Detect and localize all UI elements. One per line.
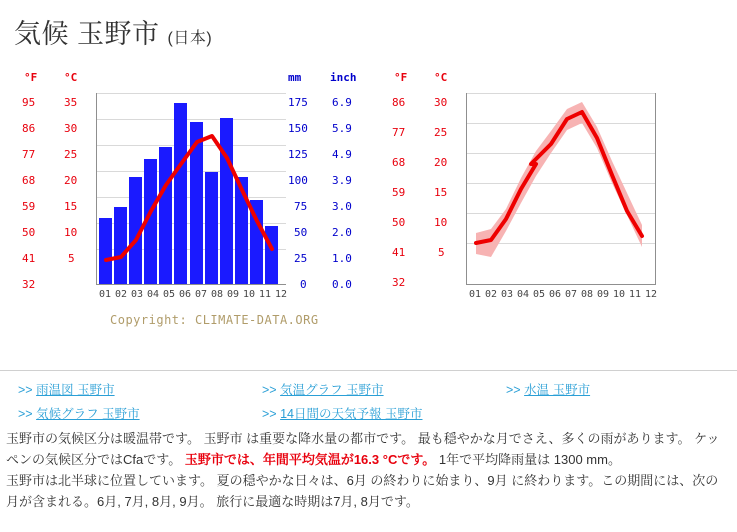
- tick-inch-20: 2.0: [332, 226, 352, 239]
- rtick-c-10: 10: [434, 216, 448, 229]
- axis-head-celsius-left: °C: [64, 71, 78, 84]
- tick-f-86: 86: [22, 122, 36, 135]
- page-title-text: 気候 玉野市: [14, 19, 160, 49]
- axis-head-fahrenheit-left: °F: [24, 71, 38, 84]
- rxtick-03: 03: [500, 289, 514, 300]
- rtick-f-41: 41: [392, 246, 406, 259]
- tick-f-77: 77: [22, 148, 36, 161]
- rtick-f-59: 59: [392, 186, 406, 199]
- rtick-f-32: 32: [392, 276, 406, 289]
- links-row-1: [0, 380, 737, 398]
- xtick-05: 05: [162, 289, 176, 300]
- temperature-range-band: [467, 93, 657, 285]
- temperature-plot-area: [466, 93, 656, 285]
- xtick-10: 10: [242, 289, 256, 300]
- tick-inch-59: 5.9: [332, 122, 352, 135]
- rxtick-12: 12: [644, 289, 658, 300]
- rtick-f-86: 86: [392, 96, 406, 109]
- climate-description: [0, 428, 737, 512]
- description-text-b: 1年で平均降雨量は 1300 mm。: [435, 452, 621, 468]
- related-links: [0, 370, 737, 428]
- rtick-c-15: 15: [434, 186, 448, 199]
- rxtick-06: 06: [548, 289, 562, 300]
- link-climate-graph[interactable]: 気候グラフ 玉野市: [36, 407, 140, 421]
- page-title-country: (日本): [167, 30, 213, 47]
- description-paragraph-2: 玉野市は北半球に位置しています。 夏の穏やかな日々は、6月 の終わりに始まり、9月 に終わります。この期間には、次の月が含まれる。6月, 7月, 8月, 9月。 旅行に最適な時期は7月, 8月です。: [6, 473, 719, 510]
- xtick-08: 08: [210, 289, 224, 300]
- axis-head-fahrenheit-right: °F: [394, 71, 408, 84]
- rxtick-05: 05: [532, 289, 546, 300]
- link-cell-forecast[interactable]: [244, 404, 488, 422]
- climograph-plot-area: [96, 93, 286, 285]
- link-rainfall-temp-diagram[interactable]: 雨温図 玉野市: [36, 383, 115, 397]
- rtick-f-77: 77: [392, 126, 406, 139]
- climograph-chart: [0, 63, 380, 327]
- link-cell-climate-graph[interactable]: [0, 404, 244, 422]
- rxtick-10: 10: [612, 289, 626, 300]
- description-text-a: 玉野市の気候区分は暖温帯です。 玉野市 は重要な降水量の都市です。 最も穏やかな月でさえ、多くの雨があります。 ケッペンの気候区分ではCfaです。: [6, 431, 720, 468]
- rtick-c-5: 5: [438, 246, 445, 259]
- rtick-f-68: 68: [392, 156, 406, 169]
- xtick-02: 02: [114, 289, 128, 300]
- axis-head-inches: inch: [330, 71, 357, 84]
- tick-inch-30: 3.0: [332, 200, 352, 213]
- tick-c-15: 15: [64, 200, 78, 213]
- link-cell-water-temperature[interactable]: [488, 380, 732, 398]
- tick-f-50: 50: [22, 226, 36, 239]
- tick-f-95: 95: [22, 96, 36, 109]
- tick-f-41: 41: [22, 252, 36, 265]
- link-cell-rainfall-temp-diagram[interactable]: [0, 380, 244, 398]
- tick-f-68: 68: [22, 174, 36, 187]
- link-prefix: >>: [18, 407, 33, 421]
- tick-inch-49: 4.9: [332, 148, 352, 161]
- rtick-c-20: 20: [434, 156, 448, 169]
- xtick-11: 11: [258, 289, 272, 300]
- xtick-01: 01: [98, 289, 112, 300]
- rxtick-01: 01: [468, 289, 482, 300]
- axis-head-celsius-right: °C: [434, 71, 448, 84]
- link-prefix: >>: [506, 383, 521, 397]
- tick-mm-175: 175: [288, 96, 308, 109]
- rxtick-09: 09: [596, 289, 610, 300]
- link-prefix: >>: [18, 383, 33, 397]
- copyright-notice: Copyright: CLIMATE-DATA.ORG: [110, 313, 319, 327]
- rxtick-02: 02: [484, 289, 498, 300]
- charts-container: [0, 63, 737, 328]
- link-water-temperature[interactable]: 水温 玉野市: [524, 383, 591, 397]
- links-row-2: [0, 404, 737, 422]
- rxtick-04: 04: [516, 289, 530, 300]
- temperature-chart: [380, 63, 737, 323]
- tick-mm-0: 0: [300, 278, 307, 291]
- link-cell-temperature-graph[interactable]: [244, 380, 488, 398]
- tick-c-30: 30: [64, 122, 78, 135]
- rtick-c-25: 25: [434, 126, 448, 139]
- tick-f-32: 32: [22, 278, 36, 291]
- tick-c-20: 20: [64, 174, 78, 187]
- link-14-day-forecast[interactable]: 14日間の天気予報 玉野市: [280, 407, 423, 421]
- tick-c-25: 25: [64, 148, 78, 161]
- rxtick-08: 08: [580, 289, 594, 300]
- description-highlight: 玉野市では、年間平均気温が16.3 °Cです。: [184, 452, 436, 468]
- link-prefix: >>: [262, 383, 277, 397]
- xtick-03: 03: [130, 289, 144, 300]
- link-prefix: >>: [262, 407, 277, 421]
- tick-mm-100: 100: [288, 174, 308, 187]
- tick-inch-10: 1.0: [332, 252, 352, 265]
- rxtick-11: 11: [628, 289, 642, 300]
- tick-mm-50: 50: [294, 226, 308, 239]
- rtick-c-30: 30: [434, 96, 448, 109]
- description-paragraph-1: [6, 428, 729, 470]
- page-title: [0, 0, 737, 51]
- xtick-12: 12: [274, 289, 288, 300]
- xtick-07: 07: [194, 289, 208, 300]
- tick-c-10: 10: [64, 226, 78, 239]
- tick-c-35: 35: [64, 96, 78, 109]
- xtick-04: 04: [146, 289, 160, 300]
- tick-mm-75: 75: [294, 200, 308, 213]
- tick-inch-00: 0.0: [332, 278, 352, 291]
- tick-c-5: 5: [68, 252, 75, 265]
- link-cell-empty: [488, 404, 732, 422]
- tick-f-59: 59: [22, 200, 36, 213]
- axis-head-millimeters: mm: [288, 71, 302, 84]
- tick-inch-39: 3.9: [332, 174, 352, 187]
- xtick-09: 09: [226, 289, 240, 300]
- tick-inch-69: 6.9: [332, 96, 352, 109]
- tick-mm-125: 125: [288, 148, 308, 161]
- tick-mm-25: 25: [294, 252, 308, 265]
- tick-mm-150: 150: [288, 122, 308, 135]
- rtick-f-50: 50: [392, 216, 406, 229]
- link-temperature-graph[interactable]: 気温グラフ 玉野市: [280, 383, 384, 397]
- temperature-line-left: [97, 93, 287, 285]
- rxtick-07: 07: [564, 289, 578, 300]
- xtick-06: 06: [178, 289, 192, 300]
